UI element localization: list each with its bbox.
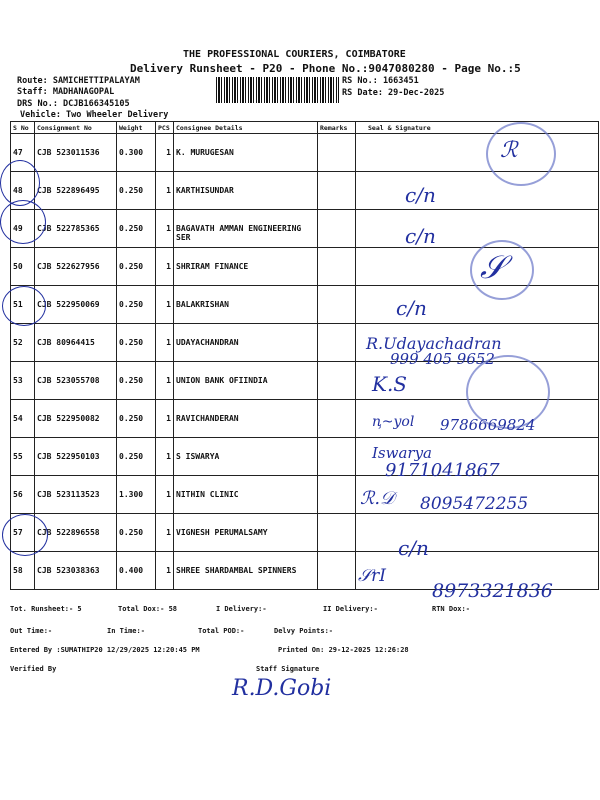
cell-remarks — [318, 248, 356, 286]
vehicle-label: Vehicle: Two Wheeler Delivery — [20, 110, 169, 120]
cell-consignment: CJB 80964415 — [35, 324, 117, 362]
rtn-dox: RTN Dox:- — [432, 605, 470, 613]
cell-consignment: CJB 522950069 — [35, 286, 117, 324]
handwriting-row-51: c/n — [396, 296, 427, 320]
cell-seal — [356, 514, 599, 552]
cell-remarks — [318, 134, 356, 172]
cell-remarks — [318, 514, 356, 552]
col-consignee: Consignee Details — [174, 122, 318, 134]
cell-sno: 53 — [11, 362, 35, 400]
cell-consignee: KARTHISUNDAR — [174, 172, 318, 210]
cell-consignee: BALAKRISHAN — [174, 286, 318, 324]
cell-consignee: SHREE SHARDAMBAL SPINNERS — [174, 552, 318, 590]
total-pod: Total POD:- — [198, 627, 245, 635]
drs-number: DRS No.: DCJB166345105 — [17, 99, 130, 109]
cell-remarks — [318, 438, 356, 476]
cell-remarks — [318, 324, 356, 362]
handwriting-row-52-name: R.Udayachadran — [366, 334, 502, 353]
cell-weight: 1.300 — [117, 476, 156, 514]
staff-label: Staff: MADHANAGOPAL — [17, 87, 115, 97]
rs-number: RS No.: 1663451 — [342, 76, 419, 86]
cell-remarks — [318, 400, 356, 438]
cell-sno: 56 — [11, 476, 35, 514]
cell-seal — [356, 286, 599, 324]
handwriting-row-49: c/n — [405, 224, 436, 248]
cell-pcs: 1 — [156, 514, 174, 552]
cell-seal — [356, 172, 599, 210]
cell-consignee: S ISWARYA — [174, 438, 318, 476]
cell-consignee: UNION BANK OFIINDIA — [174, 362, 318, 400]
runsheet-subtitle: Delivery Runsheet - P20 - Phone No.:9047080280 - Page No.:5 — [130, 62, 521, 75]
cell-weight: 0.250 — [117, 324, 156, 362]
signature-row-56: ℛ.𝒟 — [360, 488, 395, 509]
cell-weight: 0.250 — [117, 400, 156, 438]
seal-stamp-47 — [486, 122, 556, 186]
cell-weight: 0.400 — [117, 552, 156, 590]
cell-seal — [356, 210, 599, 248]
cell-weight: 0.250 — [117, 438, 156, 476]
handwriting-row-52-phone: 999 405 9652 — [390, 350, 495, 368]
cell-sno: 48 — [11, 172, 35, 210]
cell-pcs: 1 — [156, 400, 174, 438]
cell-sno: 54 — [11, 400, 35, 438]
printed-on: Printed On: 29-12-2025 12:26:28 — [278, 646, 409, 654]
signature-row-54: ꞑ~yol — [372, 414, 415, 430]
signature-row-58: 𝒮rI — [358, 566, 386, 586]
cell-consignee: BAGAVATH AMMAN ENGINEERING SER — [174, 210, 318, 248]
delvy-points: Delvy Points:- — [274, 627, 334, 635]
cell-sno: 49 — [11, 210, 35, 248]
cell-consignee: UDAYACHANDRAN — [174, 324, 318, 362]
cell-weight: 0.250 — [117, 362, 156, 400]
staff-signature: R.D.Gobi — [232, 676, 332, 701]
cell-pcs: 1 — [156, 248, 174, 286]
col-weight: Weight — [117, 122, 156, 134]
row-57-circle — [2, 514, 48, 556]
col-seal: Seal & Signature — [356, 122, 599, 134]
cell-sno: 57 — [11, 514, 35, 552]
route-label: Route: SAMICHETTIPALAYAM — [17, 76, 140, 86]
cell-weight: 0.300 — [117, 134, 156, 172]
cell-pcs: 1 — [156, 134, 174, 172]
col-pcs: PCS — [156, 122, 174, 134]
cell-pcs: 1 — [156, 438, 174, 476]
cell-consignment: CJB 522896558 — [35, 514, 117, 552]
handwriting-row-53: K.S — [372, 372, 407, 396]
cell-consignee: SHRIRAM FINANCE — [174, 248, 318, 286]
cell-remarks — [318, 552, 356, 590]
cell-consignment: CJB 523038363 — [35, 552, 117, 590]
cell-sno: 55 — [11, 438, 35, 476]
handwriting-row-55-name: Iswarya — [372, 444, 432, 462]
handwriting-row-58-phone: 8973321836 — [432, 580, 553, 602]
cell-pcs: 1 — [156, 476, 174, 514]
ii-delivery: II Delivery:- — [323, 605, 378, 613]
cell-seal — [356, 134, 599, 172]
entered-by: Entered By :SUMATHIP20 12/29/2025 12:20:45 PM — [10, 646, 200, 654]
verified-by: Verified By — [10, 665, 57, 673]
total-runsheet: Tot. Runsheet:- 5 — [10, 605, 82, 613]
handwriting-row-48: c/n — [405, 183, 436, 207]
cell-weight: 0.250 — [117, 514, 156, 552]
col-remarks: Remarks — [318, 122, 356, 134]
cell-pcs: 1 — [156, 552, 174, 590]
barcode — [216, 77, 339, 103]
cell-consignment: CJB 523055708 — [35, 362, 117, 400]
row-51-circle — [2, 286, 46, 326]
col-sno: S No — [11, 122, 35, 134]
handwriting-row-57: c/n — [398, 536, 429, 560]
company-title: THE PROFESSIONAL COURIERS, COIMBATORE — [183, 49, 406, 60]
table-row — [11, 438, 599, 476]
cell-consignment: CJB 522785365 — [35, 210, 117, 248]
signature-row-50: 𝒮 — [480, 248, 505, 286]
cell-consignee: NITHIN CLINIC — [174, 476, 318, 514]
rs-date: RS Date: 29-Dec-2025 — [342, 88, 445, 98]
table-row — [11, 514, 599, 552]
cell-consignment: CJB 523113523 — [35, 476, 117, 514]
cell-weight: 0.250 — [117, 286, 156, 324]
cell-sno: 50 — [11, 248, 35, 286]
cell-pcs: 1 — [156, 324, 174, 362]
cell-sno: 52 — [11, 324, 35, 362]
in-time: In Time:- — [107, 627, 145, 635]
handwriting-row-54-phone: 9786669824 — [440, 416, 536, 434]
cell-remarks — [318, 362, 356, 400]
cell-sno: 47 — [11, 134, 35, 172]
cell-remarks — [318, 210, 356, 248]
cell-weight: 0.250 — [117, 248, 156, 286]
signature-row-47: ℛ — [500, 138, 518, 163]
cell-weight: 0.250 — [117, 172, 156, 210]
total-dox: Total Dox:- 58 — [118, 605, 178, 613]
cell-sno: 51 — [11, 286, 35, 324]
col-consignment: Consignment No — [35, 122, 117, 134]
out-time: Out Time:- — [10, 627, 53, 635]
cell-remarks — [318, 286, 356, 324]
staff-signature-label: Staff Signature — [256, 665, 320, 673]
cell-consignment: CJB 522627956 — [35, 248, 117, 286]
cell-pcs: 1 — [156, 362, 174, 400]
cell-consignment: CJB 522950082 — [35, 400, 117, 438]
cell-consignment: CJB 522896495 — [35, 172, 117, 210]
cell-remarks — [318, 476, 356, 514]
cell-consignee: RAVICHANDERAN — [174, 400, 318, 438]
i-delivery: I Delivery:- — [216, 605, 267, 613]
cell-weight: 0.250 — [117, 210, 156, 248]
handwriting-row-56-phone: 8095472255 — [420, 494, 529, 514]
row-49-circle — [0, 200, 46, 244]
cell-consignee: VIGNESH PERUMALSAMY — [174, 514, 318, 552]
cell-consignment: CJB 522950103 — [35, 438, 117, 476]
cell-pcs: 1 — [156, 210, 174, 248]
cell-pcs: 1 — [156, 172, 174, 210]
cell-consignee: K. MURUGESAN — [174, 134, 318, 172]
cell-sno: 58 — [11, 552, 35, 590]
handwriting-row-55-phone: 9171041867 — [385, 460, 500, 481]
cell-pcs: 1 — [156, 286, 174, 324]
cell-consignment: CJB 523011536 — [35, 134, 117, 172]
cell-remarks — [318, 172, 356, 210]
